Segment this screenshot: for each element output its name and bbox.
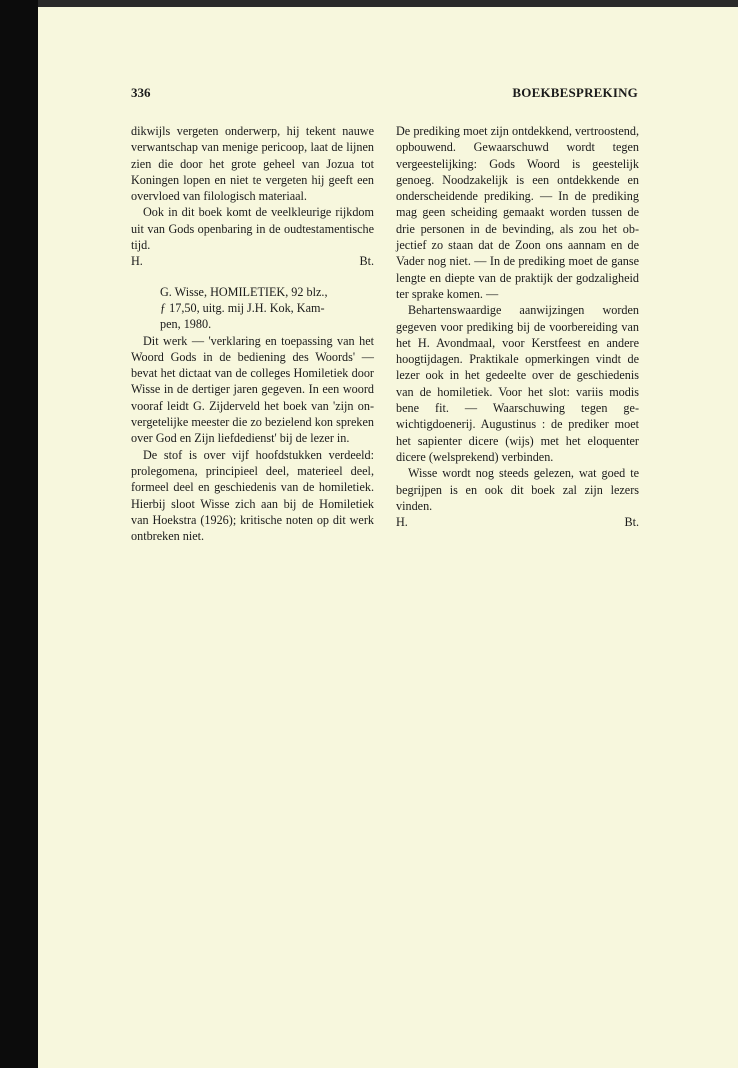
scan-top-edge [0, 0, 738, 7]
right-column [396, 123, 639, 530]
paragraph: Ook in dit boek komt de veelkleurige rijkdom uit van Gods openbaring in de oudtestamentische tijd. [131, 205, 374, 253]
signature-initials: Bt. [624, 515, 639, 530]
signature-initial: H. [396, 515, 408, 530]
paragraph: Dit werk — 'verklaring en toepassing van het Woord Gods in de bediening des Woords' — bevat het dictaat van de colleges Homiletiek door Wisse in de dertiger jaren gegeven. In een woord vooraf leidt G. Zijderveld het boek van 'zijn onvergetelijke meester die zo bezielend kon spreken over God en Zijn liefdedienst' bij de lezer in. [131, 333, 374, 446]
signature-initial: H. [131, 254, 143, 269]
review-header-line: pen, 1980. [160, 317, 212, 332]
signature [131, 253, 374, 269]
paragraph: Behartenswaardige aanwijzingen worden gegeven voor prediking bij de voorbereiding van het H. Avondmaal, voor Kerstfeest en andere hoogtijdagen. Praktikale opmerkingen vindt de lezer ook in het gedeelte over de geschiedenis van de homiletiek. Voor het slot: variis modis bene fit. — Waarschuwing tegen gewichtigdoenerij. Augustinus : de prediker moet het sapienter dicere (wijs) met het eloquenter dicere (welsprekend) verbinden. [396, 303, 639, 464]
scan-left-edge [0, 0, 38, 1068]
page-number: 336 [131, 85, 151, 100]
signature [396, 514, 639, 530]
paragraph: dikwijls vergeten onderwerp, hij tekent nauwe verwantschap van menige pericoop, laat de lijnen zien die door het grote geheel van Jozua tot Koningen lopen en niet te vergeten hij geeft een overvloed van filologisch materiaal. [131, 124, 374, 204]
review-header-line: G. Wisse, HOMILETIEK, 92 blz., [160, 284, 328, 299]
signature-initials: Bt. [359, 254, 374, 269]
running-head: BOEKBESPREKING [512, 85, 638, 100]
review-book-header [131, 284, 374, 333]
review-header-line: ƒ 17,50, uitg. mij J.H. Kok, Kam- [160, 300, 325, 315]
paragraph: De prediking moet zijn ontdekkend, vertroostend, opbouwend. Gewaarschuwd wordt tegen vergeestelijking: Gods Woord is geestelijk genoeg. Noodzakelijk is een ontdekkende en onderscheidende prediking. — In de prediking mag geen scheiding gemaakt worden tussen de drie personen in de bevinding, als zou het objectief zo staan dat de Zoon ons aannam en de Vader nog niet. — In de prediking moet de ganse lengte en diepte van de praktijk der godzaligheid ter sprake komen. — [396, 124, 639, 301]
paragraph: De stof is over vijf hoofdstukken verdeeld: prolegomena, principieel deel, materieel deel, formeel deel en geschiedenis van de homiletiek. Hierbij sloot Wisse zich aan bij de Homiletiek van Hoekstra (1926); kritische noten op dit werk ontbreken niet. [131, 447, 374, 544]
left-column [131, 123, 374, 544]
paragraph: Wisse wordt nog steeds gelezen, wat goed te begrijpen is en ook dit boek zal zijn lezers vinden. [396, 466, 639, 513]
